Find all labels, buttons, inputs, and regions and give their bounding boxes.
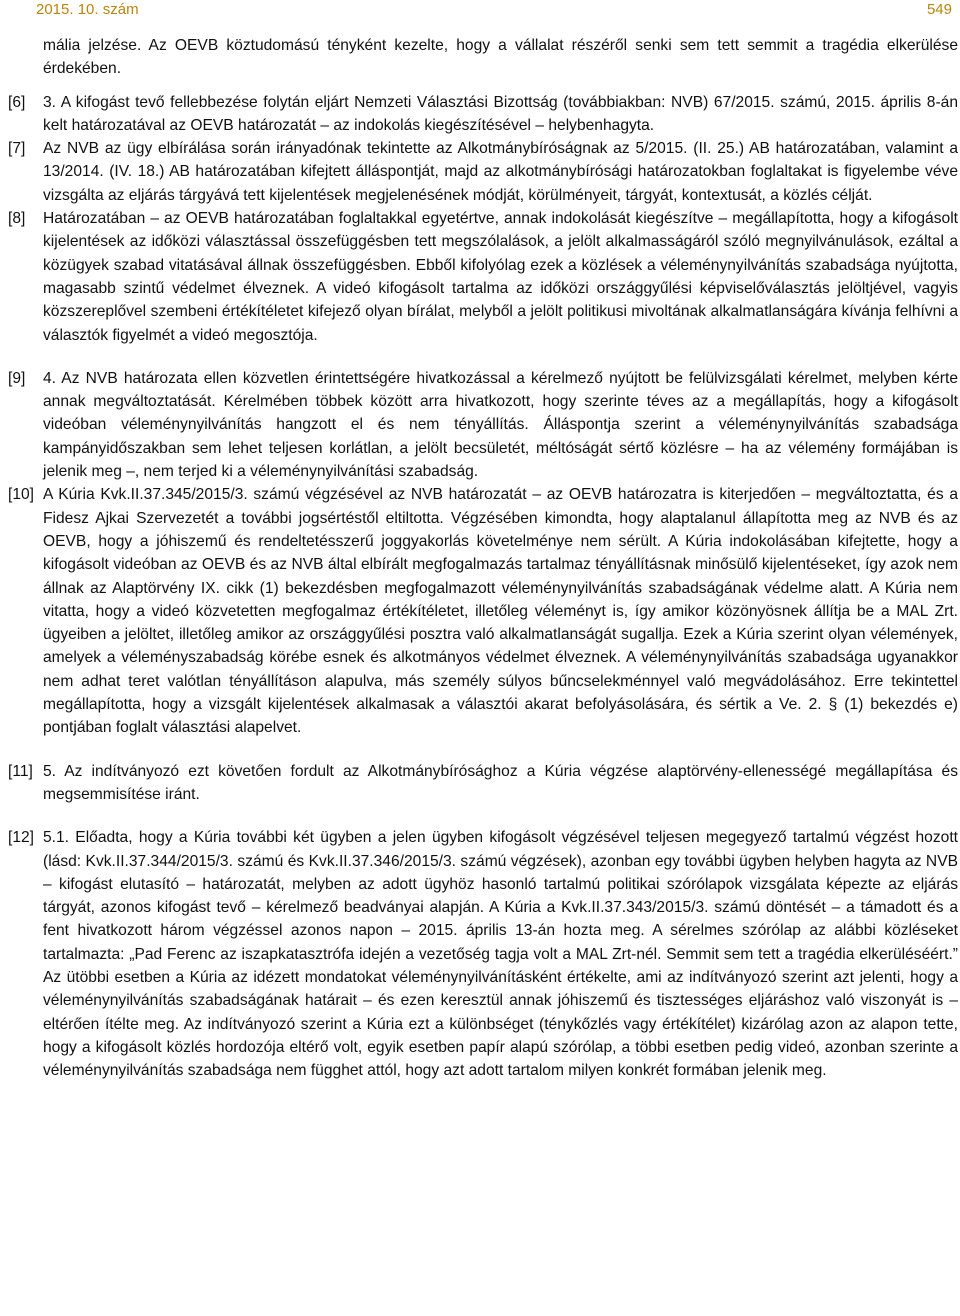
paragraph-7 [8, 137, 958, 207]
paragraph-text: 5.1. Előadta, hogy a Kúria további két ügyben a jelen ügyben kifogásolt végzésével teljesen megegyező tartalmú végzést hozott (lásd: Kvk.II.37.344/2015/3. számú és Kvk.II.37.346/2015/3. számú végzések), azonban egy további ügyben helyben hagyta az NVB – kifogást elutasító – határozatát, melyben az adott ügyhöz hasonló tartalmú politikai szórólapok vizsgálata képezte az eljárás tárgyát, azonos kifogást tevő – kérelmező beadványai alapján. A Kúria a Kvk.II.37.343/2015/3. számú döntését – a támadott és a fent hivatkozott három végzéssel azonos napon – 2015. április 13-án hozta meg. A sérelmes szórólap az alábbi közléseket tartalmazta: „Pad Ferenc az iszapkatasztrófa idején a vezetőség tagja volt a MAL Zrt-nél. Semmit sem tett a tragédia elkerüléséért.” Az ütöbbi esetben a Kúria az idézett mondatokat véleménynyilvánításként értékelte, ami az indítványozó szerint azt jelenti, hogy a véleménynyilvánítás szabadságának határait – és ezen keresztül annak jóhiszemű és tisztességes eljáráshoz való viszonyát is – eltérően ítélte meg. Az indítványozó szerint a Kúria ezt a különbséget (ténykőzlés vagy értékítélet) kizárólag azon az alapon tette, hogy a kifogásolt közlés hordozója eltérő volt, egyik esetben papír alapú szórólap, a többi esetben pedig videó, azonban szerinte a véleménynyilvánítás szabadsága nem függhet attól, hogy azt adott tartalom milyen konkrét formában jelenik meg. [43, 829, 958, 1080]
paragraph-number: [11] [8, 762, 33, 780]
paragraph-11 [8, 760, 958, 807]
page-number: 549 [926, 1, 952, 18]
paragraph-text: 4. Az NVB határozata ellen közvetlen érintettségére hivatkozással a kérelmező nyújtott be felülvizsgálati kérelmet, melyben kérte annak megváltoztatását. Kérelmében többek között arra hivatkozott, hogy szerinte téves az a megállapítás, hogy a kifogásolt videóban véleménynyilvánítás hangzott el és nem tényállítás. Álláspontja szerint a véleménynyilvánítás szabadsága kampányidőszakban sem lehet teljesen korlátlan, a jelölt becsületét, méltóságát sértő közlésre – ha az vélemény formájában is jelenik meg –, nem terjed ki a véleménynyilvánítási szabadság. [43, 369, 958, 481]
paragraph-number: [6] [8, 93, 26, 111]
paragraph-6 [8, 91, 958, 138]
paragraph-number: [8] [8, 210, 26, 228]
document-body [8, 34, 958, 1082]
paragraph-text: A Kúria Kvk.II.37.345/2015/3. számú végzésével az NVB határozatát – az OEVB határozatra is kiterjedően – megváltoztatta, és a Fidesz Ajkai Szervezetét a további jogsértéstől eltiltotta. Végzésében kimondta, hogy alaptalanul állapította meg az NVB és az OEVB, hogy a jóhiszemű és rendeltetésszerű joggyakorlás követelménye nem sérült. A Kúria indokolásában kifejtette, hogy a kifogásolt videóban az OEVB és az NVB által elbírált megfogalmazás tartalmaz tényállításnak minősülő kijelentéseket, így azok nem állnak az Alaptörvény IX. cikk (1) bekezdésben megfogalmazott véleménynyilvánítás szabadságának védelme alatt. A Kúria nem vitatta, hogy a videó közvetetten megfogalmaz értékítéletet, illetőleg véleményt is, így amikor közönyösnek állítja be a MAL Zrt. ügyeiben a jelöltet, illetőleg amikor az országgyűlési posztra való alkalmatlanságát sugallja. Ezek a Kúria szerint olyan vélemények, amelyek a véleményszabadság körébe esnek és alkotmányos védelmet élveznek. A véleménynyilvánítás szabadsága ugyanakkor nem adhat teret valótlan tényállításon alapulva, más személy súlyos bűncselekménnyel való megvádolásához. Erre tekintettel megállapította, hogy a vizsgált kijelentések alkalmasak a választói akarat befolyásolására, és sértik a Ve. 2. § (1) bekezdés e) pontjában foglalt választási alapelvet. [43, 486, 958, 737]
paragraph-8 [8, 207, 958, 347]
paragraph-text: 3. A kifogást tevő fellebbezése folytán eljárt Nemzeti Választási Bizottság (továbbiakban: NVB) 67/2015. számú, 2015. április 8-án kelt határozatával az OEVB határozatát – az indokolás kiegészítésével – helybenhagyta. [43, 93, 958, 134]
paragraph-9 [8, 367, 958, 483]
paragraph-number: [10] [8, 486, 35, 504]
paragraph-number: [12] [8, 829, 35, 847]
paragraph-continuation [8, 34, 958, 81]
paragraph-number: [9] [8, 369, 26, 387]
issue-label: 2015. 10. szám [36, 1, 139, 18]
paragraph-text: mália jelzése. Az OEVB köztudomású tényként kezelte, hogy a vállalat részéről senki sem tett semmit a tragédia elkerülése érdekében. [43, 37, 958, 78]
paragraph-number: [7] [8, 140, 26, 158]
paragraph-12 [8, 826, 958, 1082]
paragraph-text: Az NVB az ügy elbírálása során irányadónak tekintette az Alkotmánybíróságnak az 5/2015. (II. 25.) AB határozatában, valamint a 13/2014. (IV. 18.) AB határozatában kifejtett álláspontját, majd az alkotmánybírósági határozatokban foglaltakat is figyelembe véve vizsgálta az eljárás tárgyává tett kijelentések megjelenésének módját, körülményeit, tárgyát, kontextusát, a közlés célját. [43, 140, 958, 204]
paragraph-text: Határozatában – az OEVB határozatában foglaltakkal egyetértve, annak indokolását kiegészítve – megállapította, hogy a kifogásolt kijelentések az időközi választással összefüggésben tett megszólalások, a jelölt alkalmasságáról szóló megnyilvánulások, ezáltal a közügyek szabad vitatásával állnak összefüggésben. Ebből kifolyólag ezek a közlések a véleménynyilvánítás szabadsága nyújtotta, magasabb szintű védelmet élveznek. A videó kifogásolt tartalma az időközi országgyűlési képviselőválasztás jelöltjével, vagyis közszereplővel szembeni értékítéletet kifejező olyan bírálat, melyből a jelölt politikusi mivoltának alkalmatlanságára kívánja felhívni a választók figyelmét a videó megosztója. [43, 210, 958, 344]
running-header [36, 0, 952, 22]
paragraph-text: 5. Az indítványozó ezt követően fordult az Alkotmánybírósághoz a Kúria végzése alaptörvény-ellenességé megállapítása és megsemmisítése iránt. [43, 762, 958, 803]
paragraph-10 [8, 483, 958, 739]
